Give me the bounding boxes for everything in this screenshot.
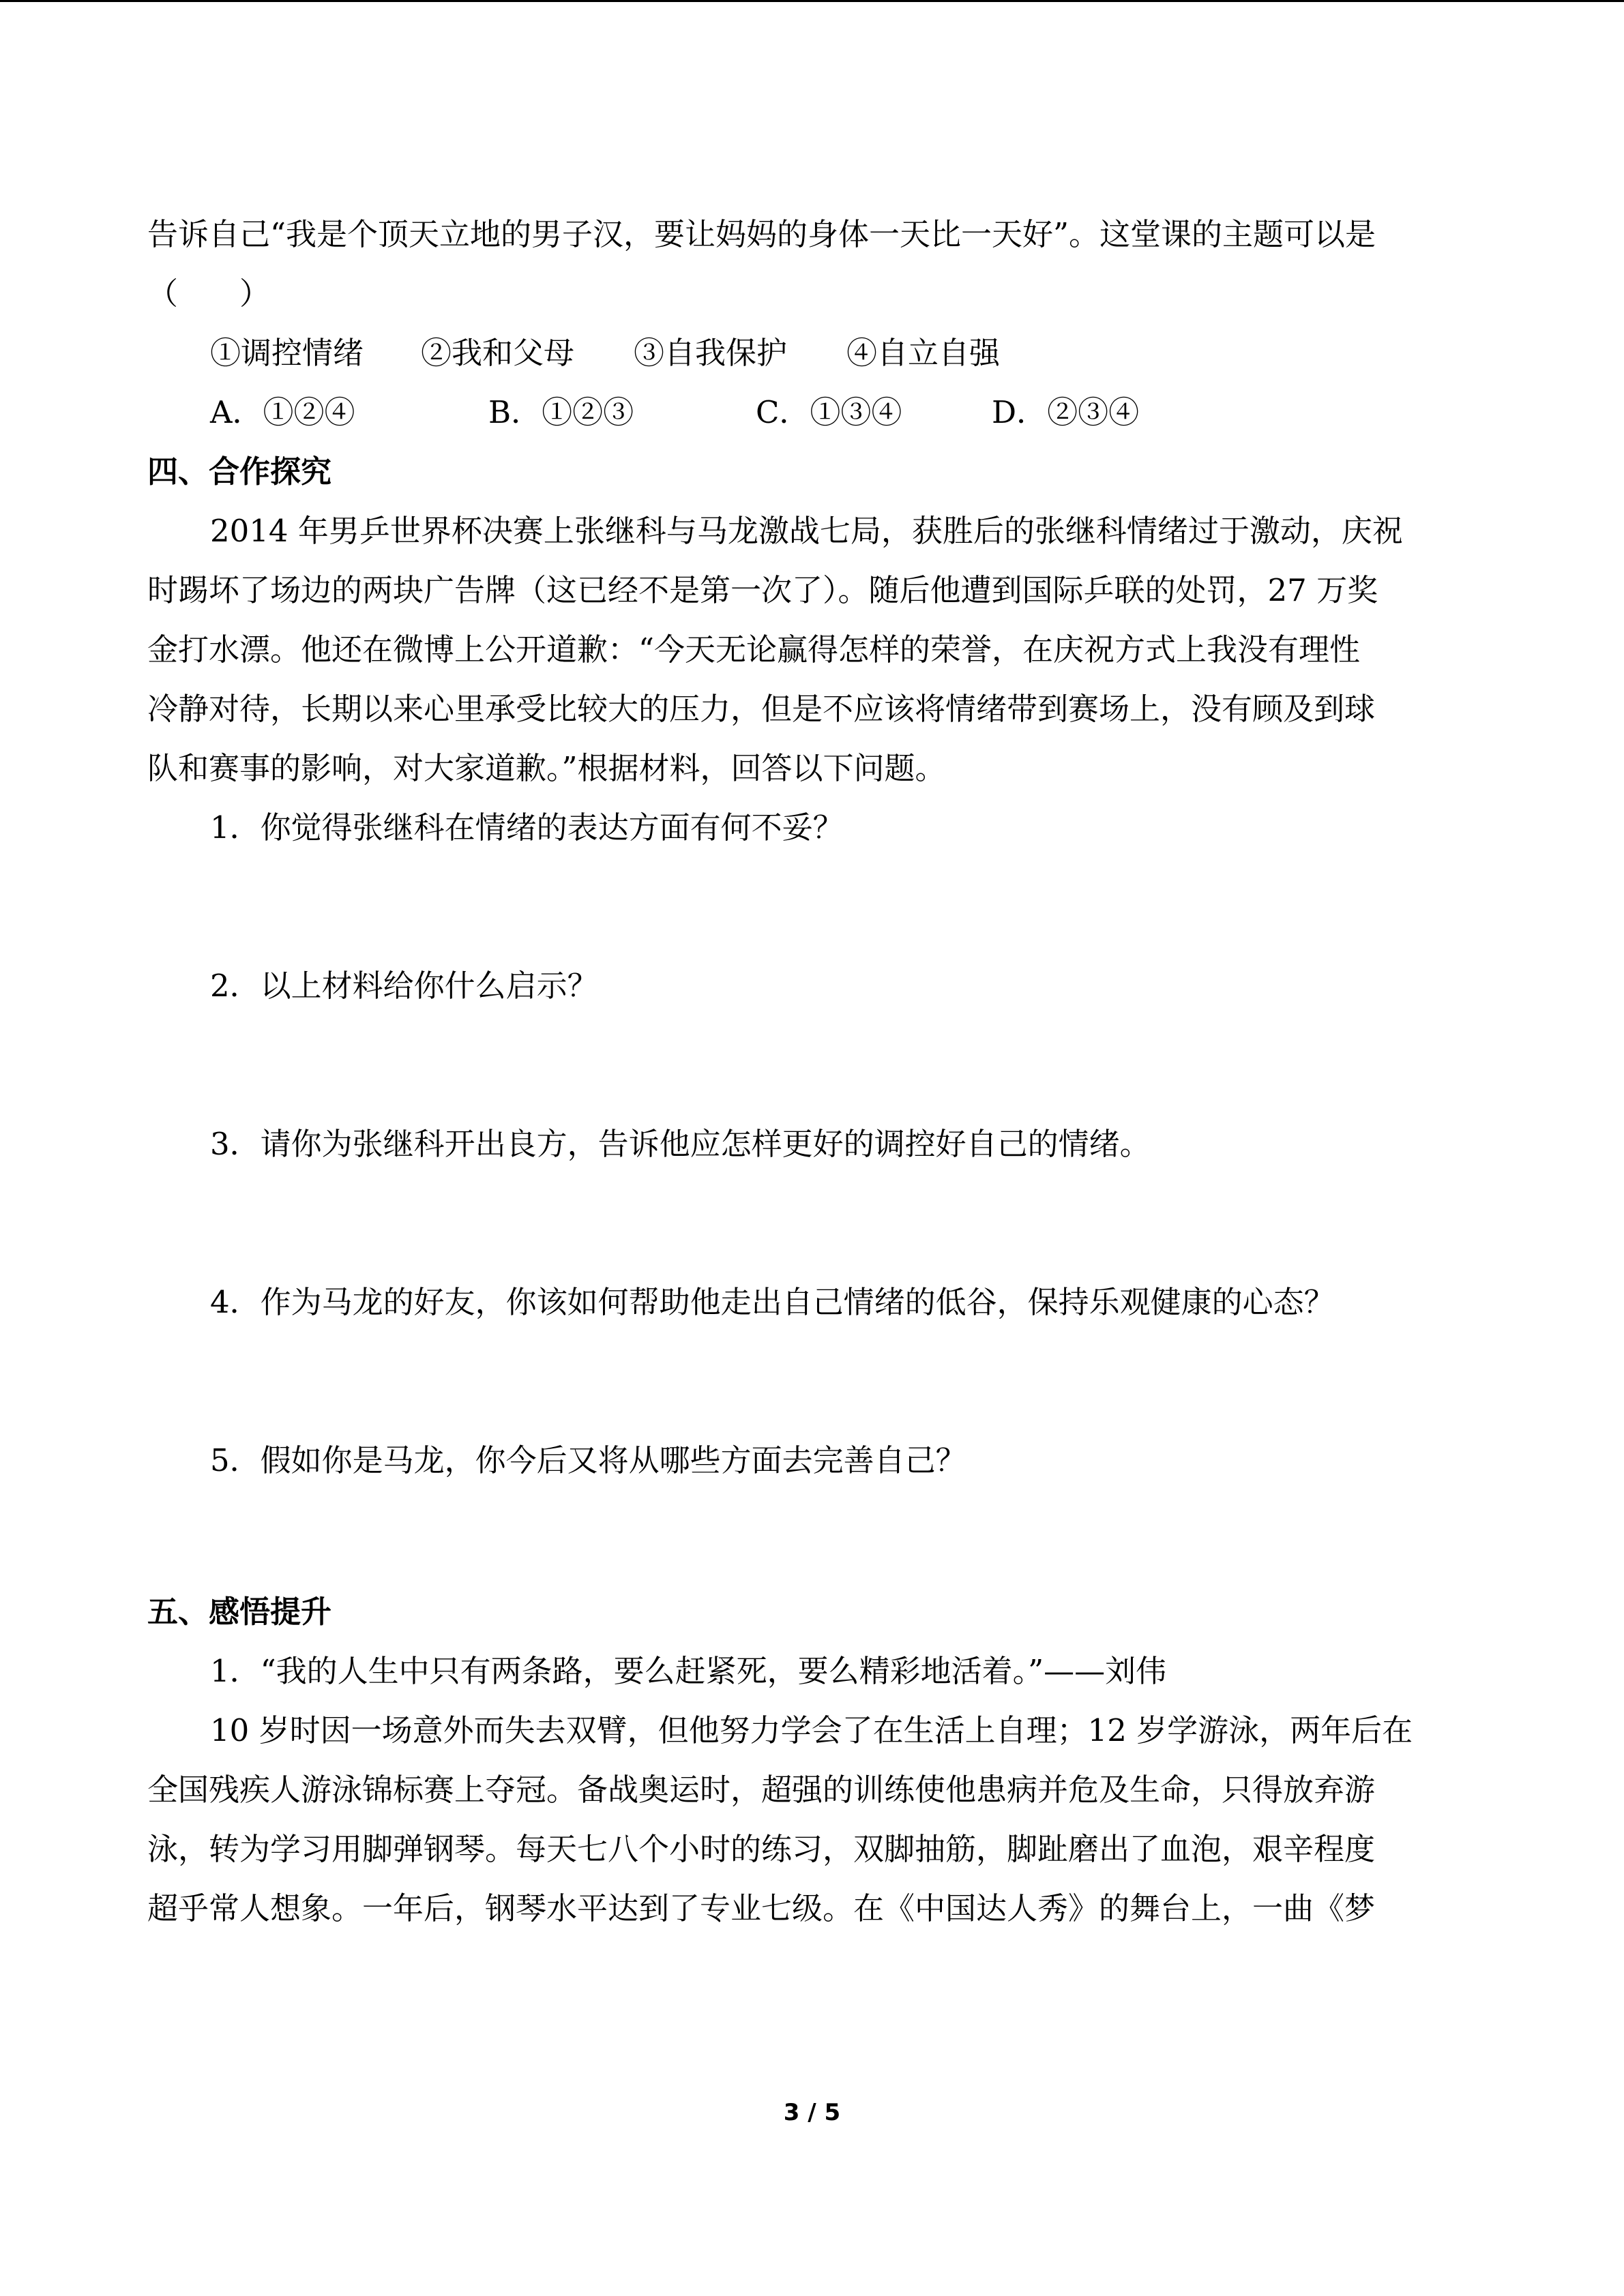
story-line: 超乎常人想象。一年后，钢琴水平达到了专业七级。在《中国达人秀》的舞台上，一曲《梦 (147, 1890, 1376, 1926)
quote-line: 1．“我的人生中只有两条路，要么赶紧死，要么精彩地活着。”——刘伟 (210, 1653, 1167, 1689)
option-4: ④自立自强 (846, 335, 1001, 371)
material-line: 时踢坏了场边的两块广告牌（这已经不是第一次了）。随后他遭到国际乒联的处罚，27 万奖 (147, 572, 1378, 608)
option-2: ②我和父母 (421, 335, 575, 371)
story-line: 全国残疾人游泳锦标赛上夺冠。备战奥运时，超强的训练使他患病并危及生命，只得放弃游 (147, 1772, 1376, 1808)
option-3: ③自我保护 (634, 335, 788, 371)
question-1: 1．你觉得张继科在情绪的表达方面有何不妥？ (210, 809, 844, 846)
answer-choices (147, 383, 1477, 442)
option-1: ①调控情绪 (210, 335, 364, 371)
choice-c: C．①③④ (756, 394, 902, 430)
top-border-line (0, 0, 1624, 2)
question-4: 4．作为马龙的好友，你该如何帮助他走出自己情绪的低谷，保持乐观健康的心态？ (210, 1284, 1335, 1320)
section-heading-cooperation: 四、合作探究 (147, 453, 332, 490)
question-2: 2．以上材料给你什么启示？ (210, 968, 598, 1004)
section-heading-reflection: 五、感悟提升 (147, 1594, 332, 1630)
story-line: 10 岁时因一场意外而失去双臂，但他努力学会了在生活上自理；12 岁学游泳，两年后在 (210, 1712, 1413, 1748)
answer-space (147, 1332, 1477, 1431)
story-line: 泳，转为学习用脚弹钢琴。每天七八个小时的练习，双脚抽筋，脚趾磨出了血泡，艰辛程度 (147, 1831, 1376, 1867)
answer-space (147, 1490, 1477, 1582)
choice-b: B．①②③ (488, 394, 634, 430)
material-line: 2014 年男乒世界杯决赛上张继科与马龙激战七局，获胜后的张继科情绪过于激动，庆祝 (210, 513, 1403, 549)
answer-bracket: （ ） (147, 275, 271, 312)
answer-space (147, 1015, 1477, 1114)
page-number: 3 / 5 (783, 2099, 841, 2126)
statement-options (147, 323, 1477, 383)
material-line: 冷静对待，长期以来心里承受比较大的压力，但是不应该将情绪带到赛场上，没有顾及到球 (147, 691, 1376, 727)
choice-a: A．①②④ (210, 394, 355, 430)
answer-space (147, 857, 1477, 956)
document-page (147, 205, 1477, 1938)
material-line: 队和赛事的影响，对大家道歉。”根据材料，回答以下问题。 (147, 750, 946, 786)
question-5: 5．假如你是马龙，你今后又将从哪些方面去完善自己？ (210, 1442, 966, 1478)
answer-space (147, 1174, 1477, 1272)
material-line: 金打水漂。他还在微博上公开道歉：“今天无论赢得怎样的荣誉，在庆祝方式上我没有理性 (147, 631, 1361, 668)
question-3: 3．请你为张继科开出良方，告诉他应怎样更好的调控好自己的情绪。 (210, 1126, 1151, 1162)
question-text-line: 告诉自己“我是个顶天立地的男子汉，要让妈妈的身体一天比一天好”。这堂课的主题可以是 (147, 216, 1376, 252)
choice-d: D．②③④ (992, 394, 1140, 430)
